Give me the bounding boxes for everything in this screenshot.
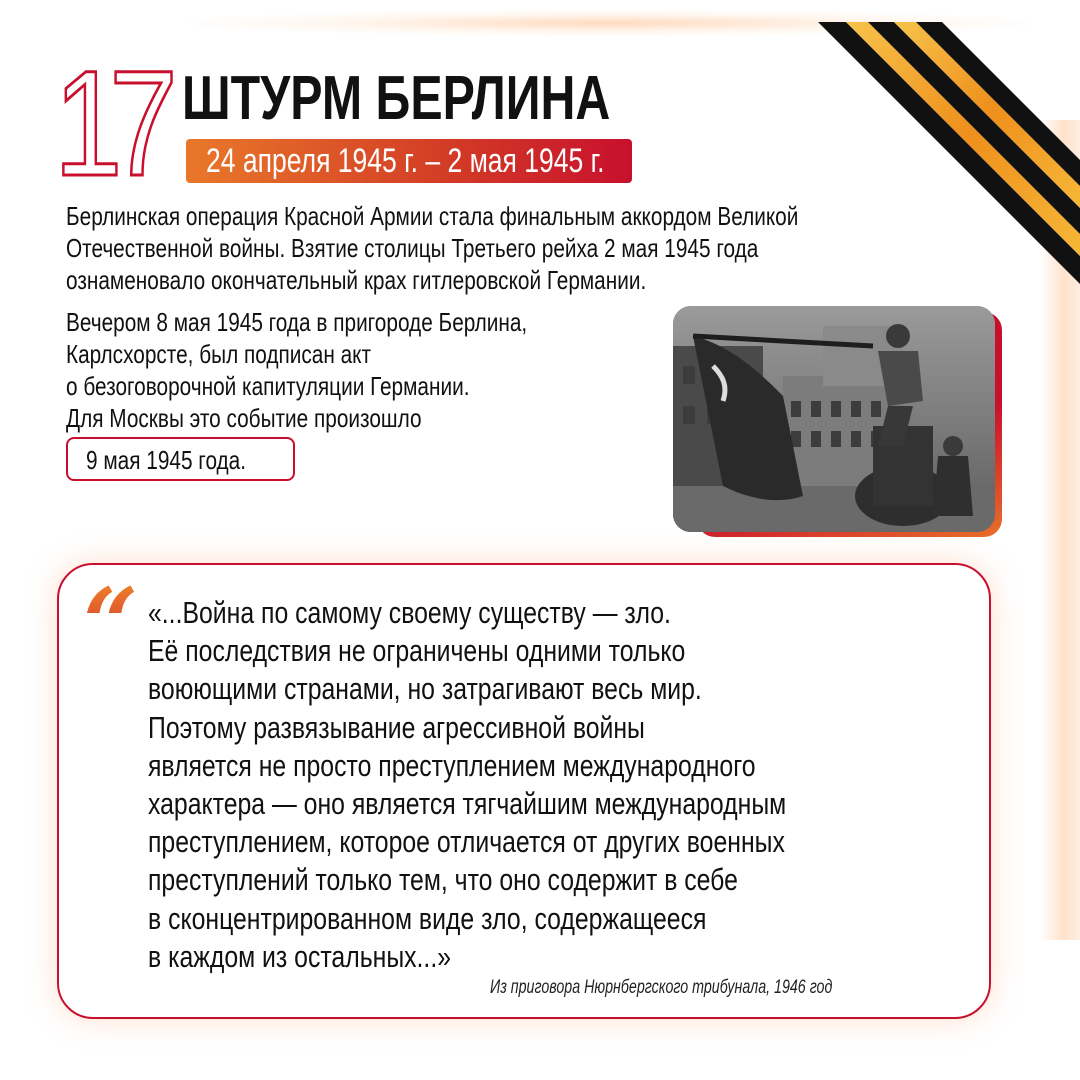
surrender-line: Карлсхорсте, был подписан акт bbox=[66, 339, 372, 369]
quote-text bbox=[148, 594, 1028, 976]
intro-line: Отечественной войны. Взятие столицы Третьего рейха 2 мая 1945 года bbox=[66, 233, 759, 263]
victory-date-text: 9 мая 1945 года. bbox=[86, 445, 247, 475]
quote-line: является не просто преступлением международного bbox=[148, 747, 756, 783]
quote-line: преступлением, которое отличается от других военных bbox=[148, 824, 785, 860]
quote-line: характера — оно является тягчайшим международным bbox=[148, 786, 787, 822]
quote-source: Из приговора Нюрнбергского трибунала, 1946 год bbox=[490, 977, 833, 998]
date-range-text: 24 апреля 1945 г. – 2 мая 1945 г. bbox=[206, 142, 605, 180]
quote-line: воюющими странами, но затрагивают весь мир. bbox=[148, 671, 702, 707]
flag-over-reichstag-photo bbox=[673, 306, 995, 532]
quote-line: в сконцентрированном виде зло, содержащееся bbox=[148, 900, 707, 936]
quote-line: «...Война по самому своему существу — зло. bbox=[148, 595, 671, 630]
quote-line: преступлений только тем, что оно содержит в себе bbox=[148, 862, 738, 898]
surrender-line: Вечером 8 мая 1945 года в пригороде Берлина, bbox=[66, 307, 528, 337]
quote-line: Её последствия не ограничены одними только bbox=[148, 633, 686, 669]
intro-line: ознаменовало окончательный крах гитлеровской Германии. bbox=[66, 265, 647, 295]
intro-line: Берлинская операция Красной Армии стала финальным аккордом Великой bbox=[66, 201, 799, 231]
surrender-line: о безоговорочной капитуляции Германии. bbox=[66, 371, 470, 401]
page-title: ШТУРМ БЕРЛИНА bbox=[182, 64, 611, 133]
quote-line: в каждом из остальных...» bbox=[148, 938, 452, 974]
victory-date-box bbox=[66, 437, 295, 481]
opening-quote-icon: “ bbox=[83, 567, 139, 680]
surrender-line: Для Москвы это событие произошло bbox=[66, 403, 422, 433]
date-range-badge bbox=[186, 139, 632, 183]
right-glow-decoration bbox=[1040, 120, 1080, 940]
section-number: 17 bbox=[54, 39, 165, 207]
top-glow-decoration bbox=[190, 10, 1030, 36]
quote-line: Поэтому развязывание агрессивной войны bbox=[148, 709, 645, 745]
surrender-paragraph bbox=[66, 306, 706, 434]
intro-paragraph bbox=[66, 200, 986, 296]
